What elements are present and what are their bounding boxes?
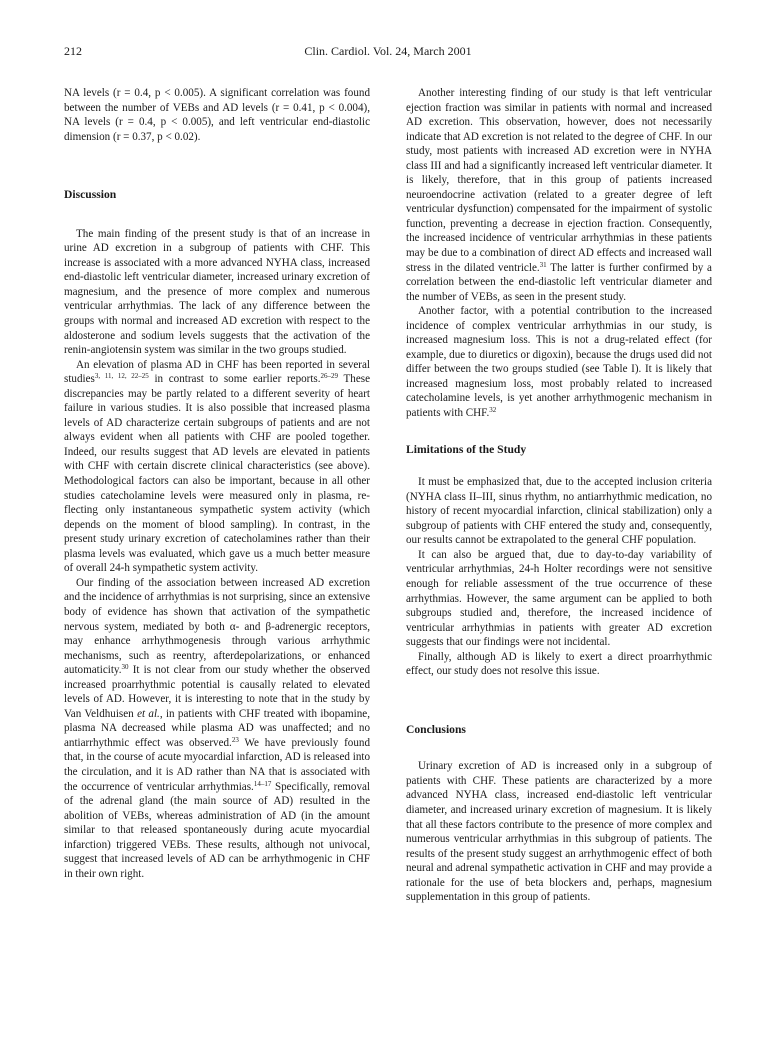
conclusions-heading: Conclusions	[406, 722, 466, 736]
discussion-paragraph-arrhythmias: Our finding of the association between increased AD excretion and the incidence of arrhythmias is not surprising, since an extensive body of evidence has shown that activation of the sympathetic nervous system, mediated by both α- and β-adrenergic receptors, may enhance arrhythmogenesis through various arrhythmic mechanisms, such as reentry, afterdepolarizations, or enhanced automaticity.$^{30}$ It is not clear from our study whether the observed increased proarrhythmic potential is causally related to elevated levels of AD. However, it is interesting to note that in the study by Van Veldhuisen et al., in patients with CHF treated with ibopamine, plasma NA decreased while plasma AD was unaffected; and no antiarrhythmic effect was observed.$^{23}$ We have previously found that, in the course of acute myocardial infarction, AD is released into the circulation, and it is AD rather than NA that is associated with the occurrence of ventricular arrhythmias.$^{14-17}$ Specifically, removal of the adrenal gland (the main source of AD) resulted in the abolition of VEBs, whereas administration of AD (in the amount similar to that released spontaneously during acute myocardial infarction) triggered VEBs. These results, although not univocal, suggest that increased levels of AD can be arrhythmogenic in CHF in their own right.	[64, 576, 370, 880]
citation-marker: 26–29	[320, 372, 339, 381]
page-header	[64, 44, 712, 60]
running-head: Clin. Cardiol. Vol. 24, March 2001	[304, 44, 472, 58]
left-column	[64, 86, 370, 881]
discussion-paragraph-plasma-ad: An elevation of plasma AD in CHF has been reported in several studies$^{3, 11, 12, 22-25}$ in contrast to some earlier reports.$^{26-29}$ These discrepancies may be partly related to a different severity of heart failure in various studies. It is also possible that increased plasma levels of AD characterize certain subgroups of patients and are not always evident when all patients with CHF are pooled together. Indeed, our results suggest that AD levels are elevated in patients with CHF with certain discrete clinical characteristics (see above). Methodological factors can also be important, because in all other studies catecholamine levels were measured only in plasma, reflecting only instantaneous sympathetic system activity (which depends on the moment of blood sampling). In contrast, in the present study urinary excretion of catecholamines rather than their plasma levels was evaluated, which gave us a much better measure of overall 24-h sympathetic system activity.	[64, 358, 370, 575]
limitations-paragraph-variability: It can also be argued that, due to day-to-day variability of ventricular arrhythmias, 24-h Holter recordings were not sensitive enough for reliable assessment of the true occurrence of these arrhythmias. However, the same argument can be applied to both subgroups studied and, therefore, the increased incidence of ventricular arrhythmias in patients with greater AD excretion suggests that our findings were not incidental.	[406, 548, 712, 649]
discussion-heading: Discussion	[64, 188, 117, 202]
discussion-paragraph-ejection-fraction: Another interesting finding of our study is that left ventricular ejection fraction was similar in patients with normal and increased AD excretion. This observation, however, does not necessarily indicate that AD excretion is not related to the degree of CHF. In our study, most patients with increased AD excretion were in NYHA class III and had a significantly increased left ventricular diameter. It is likely, therefore, that in this group of patients increased neuroendocrine activation (related to a greater degree of left ventricular dysfunction) compensated for the impairment of systolic function, preventing a decrease in ejection fraction. Consequently, the increased incidence of ventricular arrhythmias in these patients may be due to a combination of direct AD effects and increased wall stress in the dilated ventricle.$^{31}$ The latter is further confirmed by a correlation between the end-diastolic left ventricular diameter and the number of VEBs, as seen in the present study.	[406, 87, 712, 303]
conclusions-paragraph: Urinary excretion of AD is increased only in a subgroup of patients with CHF. These patients are characterized by a more advanced NYHA class, increased end-diastolic left ventricular diameter, and increased urinary excretion of magnesium. It is likely that all these factors contribute to the presence of more complex and numerous ventricular arrhythmias in this subgroup of patients. The results of the present study suggest an arrhythmogenic effect of both neural and adrenal sympathetic activation in CHF and may provide a rationale for the use of beta blockers and, perhaps, magnesium supplementation in this group of patients.	[406, 760, 712, 904]
citation-marker: 3, 11, 12, 22–25	[94, 372, 149, 381]
citation-marker: 30	[121, 663, 129, 672]
limitations-paragraph-final: Finally, although AD is likely to exert a direct proarrhythmic effect, our study does not resolve this issue.	[406, 650, 712, 678]
limitations-paragraph-inclusion: It must be emphasized that, due to the accepted inclusion criteria (NYHA class II–III, sinus rhythm, no antiarrhythmic medication, no history of recent myocardial infarction, clinical stabilization) only a subgroup of patients with CHF entered the study and, consequently, our results cannot be extrapolated to the general CHF population.	[406, 476, 712, 547]
citation-marker: 32	[489, 406, 497, 415]
right-column	[406, 86, 712, 905]
results-paragraph-end: NA levels (r = 0.4, p < 0.005). A significant correlation was found between the number of VEBs and AD levels (r = 0.41, p < 0.004), NA levels (r = 0.4, p < 0.005), and left ventricular end-diastolic dimension (r = 0.37, p < 0.02).	[64, 87, 370, 143]
citation-marker: 23	[231, 735, 239, 744]
page-number: 212	[64, 44, 82, 58]
citation-marker: 14–17	[253, 779, 272, 788]
limitations-heading: Limitations of the Study	[406, 442, 527, 456]
discussion-paragraph-main-finding: The main finding of the present study is that of an increase in urine AD excretion in a subgroup of patients with CHF. This increase is associated with a more advanced NYHA class, increased end-diastolic left ventricular diameter, increased urinary excretion of magnesium, and the presence of more complex and numerous ventricular arrhythmias. The lack of any difference between the groups with normal and increased AD excretion with respect to the aldosterone and sodium levels suggests that the activation of the renin-angiotensin system was similar in the two groups studied.	[64, 227, 370, 357]
citation-marker: 31	[539, 260, 547, 269]
discussion-paragraph-magnesium: Another factor, with a potential contribution to the increased incidence of complex ventricular arrhythmias in our study, is increased magnesium loss. This is not a drug-related effect (for example, due to diuretics or digoxin), because the drugs used did not differ between the two groups studied (see Table I). It is likely that increased magnesium loss, most probably related to increased catecholamine levels, is yet another arrhythmogenic mechanism in patients with CHF.$^{32}$	[406, 305, 712, 420]
